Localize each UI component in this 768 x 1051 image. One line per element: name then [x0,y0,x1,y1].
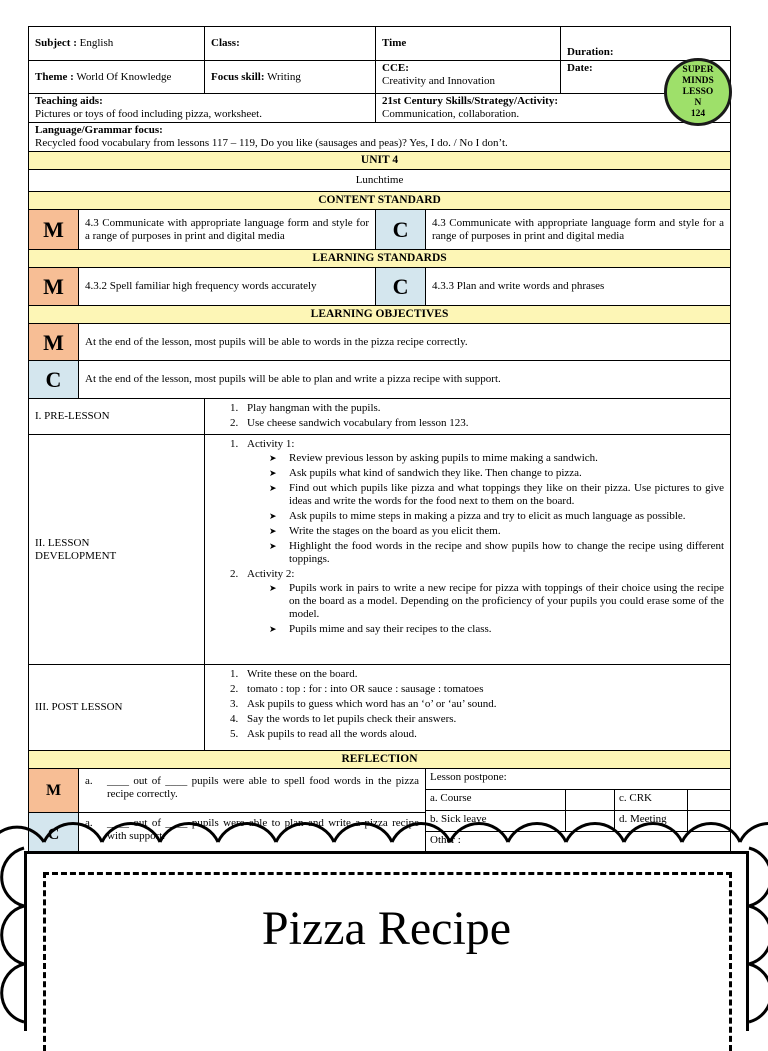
list-item [265,482,724,508]
postpone-option-meeting[interactable]: d. Meeting [615,811,688,832]
focus-label: Focus skill: [211,70,265,83]
lesson-development-list [211,438,724,636]
arrow-bullet-icon: ➤ [269,511,277,521]
content-standard-c-badge: C [376,210,426,250]
unit-title: UNIT 4 [29,152,731,170]
grammar-focus-value: Recycled food vocabulary from lessons 117 – 119, Do you like (sausages and peas)? Yes, I do. / No I don’t. [35,137,508,149]
list-item-text: Pupils work in pairs to write a new recipe for pizza with toppings of their choice using the recipe on the board as a model. Depending on the proficiency of your pupils you could erase some of the model. [289,582,725,620]
content-standard-m-badge: M [29,210,79,250]
list-item: 5. Ask pupils to read all the words aloud. [241,728,724,741]
badge-line: 124 [690,108,706,119]
pre-lesson-content [205,399,731,435]
time-cell [376,27,561,61]
list-item-text: Ask pupils what kind of sandwich they like. Then change to pizza. [289,467,582,479]
dashed-frame [43,872,732,1051]
reflection-m-badge: M [29,769,79,813]
date-label: Date: [567,62,593,74]
arrow-bullet-icon: ➤ [269,468,277,478]
learning-standards-heading: LEARNING STANDARDS [29,250,731,268]
post-lesson-label: III. POST LESSON [29,665,205,751]
grammar-focus-cell [29,123,731,152]
arrow-bullet-icon: ➤ [269,453,277,463]
arrow-bullet-icon: ➤ [269,483,277,493]
list-item [265,582,724,621]
reflection-m-text [79,769,426,813]
activity-1-title: Activity 1: [247,438,295,450]
arrow-bullet-icon: ➤ [269,624,277,634]
postpone-option-crk[interactable]: c. CRK [615,790,688,811]
badge-line: SUPER [682,64,714,75]
learning-objectives-heading: LEARNING OBJECTIVES [29,306,731,324]
list-item: 4. Say the words to let pupils check their answers. [241,713,724,726]
list-item [265,510,724,523]
unit-topic: Lunchtime [29,170,731,192]
list-item [265,467,724,480]
duration-label: Duration: [567,46,614,58]
list-item-text: Pupils mime and say their recipes to the class. [289,623,492,635]
pizza-recipe-card [24,851,749,1031]
badge-line: N [694,97,702,108]
class-cell [205,27,376,61]
list-item-text: Highlight the food words in the recipe and show pupils how to change the recipe using different toppings. [289,540,725,565]
arrow-bullet-icon: ➤ [269,583,277,593]
reflection-c-marker: a. [85,817,93,829]
pre-lesson-list [211,402,724,430]
badge-line: MINDS [682,75,714,86]
century-skills-value: Communication, collaboration. [382,108,520,120]
list-item [265,540,724,566]
list-item: 2. Use cheese sandwich vocabulary from lesson 123. [241,417,724,430]
list-item: 1. Play hangman with the pupils. [241,402,724,415]
learning-objectives-m-text: At the end of the lesson, most pupils will be able to words in the pizza recipe correctly. [79,324,731,361]
list-item-text: Find out which pupils like pizza and what toppings they like on their pizza. Use pictures to give ideas and write the words for the food next to them on the board. [289,482,725,507]
time-label: Time [382,37,407,49]
reflection-m-sentence: ____ out of ____ pupils were able to spell food words in the pizza recipe correctly. [107,775,420,800]
cce-value: Creativity and Innovation [382,75,496,87]
theme-label: Theme : [35,70,74,83]
list-item [265,525,724,538]
theme-value: World Of Knowledge [76,70,172,83]
reflection-heading: REFLECTION [29,751,731,769]
reflection-m-marker: a. [85,775,93,787]
duration-cell [561,27,731,61]
postpone-option-sick-leave[interactable]: b. Sick leave [426,811,566,832]
lesson-postpone-label: Lesson postpone: [426,769,730,790]
learning-objectives-m-badge: M [29,324,79,361]
century-skills-label: 21st Century Skills/Strategy/Activity: [382,95,558,107]
badge-line: LESSO [682,86,714,97]
arrow-bullet-icon: ➤ [269,526,277,536]
postpone-option-course[interactable]: a. Course [426,790,566,811]
subject-cell [29,27,205,61]
activity-2 [241,568,724,636]
learning-standards-c-text: 4.3.3 Plan and write words and phrases [426,268,731,306]
cce-label: CCE: [382,62,409,74]
lesson-development-label-line2: DEVELOPMENT [35,549,117,562]
post-lesson-content [205,665,731,751]
list-item-text: Review previous lesson by asking pupils to mime making a sandwich. [289,452,598,464]
activity-2-title: Activity 2: [247,568,295,580]
super-minds-badge [664,58,732,126]
list-item: 2. tomato : top : for : into OR sauce : sausage : tomatoes [241,683,724,696]
activity-1 [241,438,724,566]
teaching-aids-label: Teaching aids: [35,95,103,107]
subject-value: English [79,37,114,49]
teaching-aids-cell [29,94,376,123]
content-standard-m-text: 4.3 Communicate with appropriate language form and style for a range of purposes in print and digital media [79,210,376,250]
postpone-other[interactable]: Other : [430,834,461,846]
lesson-development-label-line1: II. LESSON [35,536,90,549]
list-item-text: Write the stages on the board as you elicit them. [289,525,501,537]
lesson-development-content [205,435,731,665]
pre-lesson-label: I. PRE-LESSON [29,399,205,435]
learning-standards-c-badge: C [376,268,426,306]
focus-cell [205,61,376,94]
list-item-text: Ask pupils to mime steps in making a pizza and try to elicit as much language as possible. [289,510,686,522]
list-item [265,452,724,465]
activity-1-steps [247,452,724,566]
learning-standards-m-text: 4.3.2 Spell familiar high frequency words accurately [79,268,376,306]
arrow-bullet-icon: ➤ [269,541,277,551]
subject-label: Subject : [35,37,77,49]
grammar-focus-label: Language/Grammar focus: [35,124,163,136]
post-lesson-list [211,668,724,741]
list-item: 1. Write these on the board. [241,668,724,681]
lesson-plan [28,26,730,857]
learning-objectives-c-badge: C [29,361,79,399]
reflection-c-badge: C [29,813,79,857]
content-standard-heading: CONTENT STANDARD [29,192,731,210]
learning-standards-m-badge: M [29,268,79,306]
theme-cell [29,61,205,94]
activity-2-steps [247,582,724,636]
list-item [265,623,724,636]
learning-objectives-c-text: At the end of the lesson, most pupils will be able to plan and write a pizza recipe with support. [79,361,731,399]
lesson-development-label [29,435,205,665]
content-standard-c-text: 4.3 Communicate with appropriate language form and style for a range of purposes in print and digital media [426,210,731,250]
card-title: Pizza Recipe [261,902,512,955]
teaching-aids-value: Pictures or toys of food including pizza, worksheet. [35,108,262,120]
lesson-plan-table [28,26,731,857]
class-label: Class: [211,37,240,49]
cce-cell [376,61,561,94]
focus-value: Writing [267,70,301,83]
list-item: 3. Ask pupils to guess which word has an ‘o’ or ‘au’ sound. [241,698,724,711]
reflection-c-sentence: ____ out of ____ pupils were able to plan and write a pizza recipe with support. [107,817,420,842]
